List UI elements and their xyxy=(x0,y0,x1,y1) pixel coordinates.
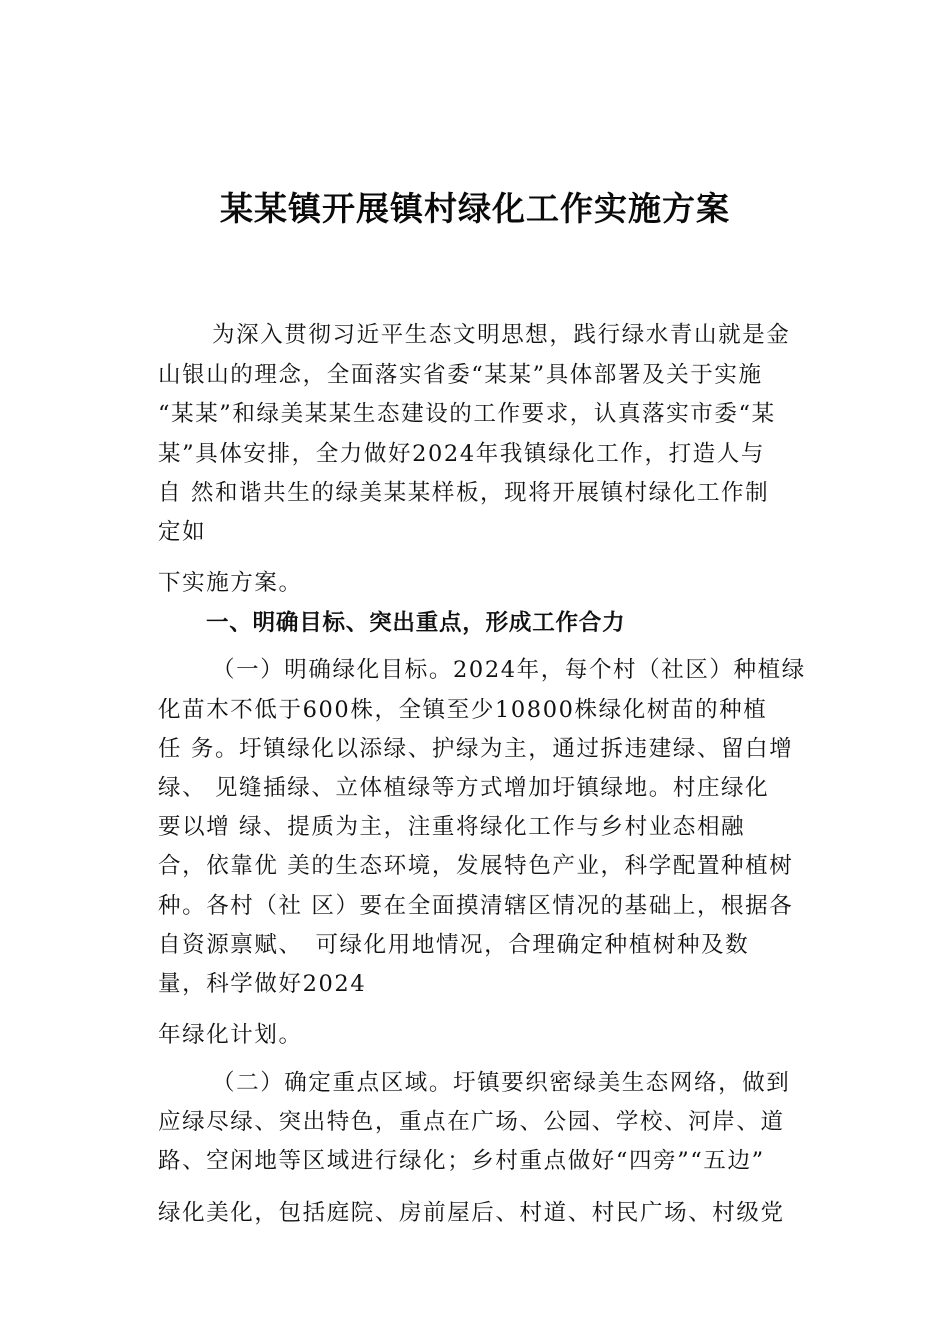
paragraph-line: 路、空闲地等区域进行绿化；乡村重点做好“四旁”“五边” xyxy=(158,1148,765,1174)
paragraph-line: 自 然和谐共生的绿美某某样板，现将开展镇村绿化工作制 xyxy=(158,480,770,506)
paragraph-line: “某某”和绿美某某生态建设的工作要求，认真落实市委“某 xyxy=(158,401,776,427)
paragraph-line: 要以增 绿、提质为主，注重将绿化工作与乡村业态相融 xyxy=(158,814,746,840)
paragraph-line: 种。各村（社 区）要在全面摸清辖区情况的基础上，根据各 xyxy=(158,893,794,919)
section-heading: 一、明确目标、突出重点，形成工作合力 xyxy=(206,610,626,636)
paragraph-line: 山银山的理念，全面落实省委“某某”具体部署及关于实施 xyxy=(158,362,763,388)
paragraph-line: 化苗木不低于600株，全镇至少10800株绿化树苗的种植 xyxy=(158,697,768,723)
paragraph-line: 年绿化计划。 xyxy=(158,1022,303,1048)
paragraph-line: 定如 xyxy=(158,519,207,545)
paragraph-line: 合，依靠优 美的生态环境，发展特色产业，科学配置种植树 xyxy=(158,853,794,879)
paragraph-line: 应绿尽绿、突出特色，重点在广场、公园、学校、河岸、道 xyxy=(158,1109,785,1135)
paragraph-line: 任 务。圩镇绿化以添绿、护绿为主，通过拆违建绿、留白增 xyxy=(158,736,794,762)
paragraph-line: （二）确定重点区域。圩镇要织密绿美生态网络，做到 xyxy=(212,1070,791,1096)
paragraph-line: 自资源禀赋、 可绿化用地情况，合理确定种植树种及数 xyxy=(158,932,750,958)
paragraph-line: 量，科学做好2024 xyxy=(158,971,367,997)
paragraph-line: 下实施方案。 xyxy=(158,570,303,596)
paragraph-line: 绿化美化，包括庭院、房前屋后、村道、村民广场、村级党 xyxy=(158,1200,785,1226)
paragraph-line: 某”具体安排，全力做好2024年我镇绿化工作，打造人与 xyxy=(158,441,765,467)
document-title: 某某镇开展镇村绿化工作实施方案 xyxy=(220,189,730,228)
paragraph-line: （一）明确绿化目标。2024年，每个村（社区）种植绿 xyxy=(212,657,806,683)
paragraph-line: 为深入贯彻习近平生态文明思想，践行绿水青山就是金 xyxy=(212,322,791,348)
paragraph-line: 绿、 见缝插绿、立体植绿等方式增加圩镇绿地。村庄绿化 xyxy=(158,775,770,801)
